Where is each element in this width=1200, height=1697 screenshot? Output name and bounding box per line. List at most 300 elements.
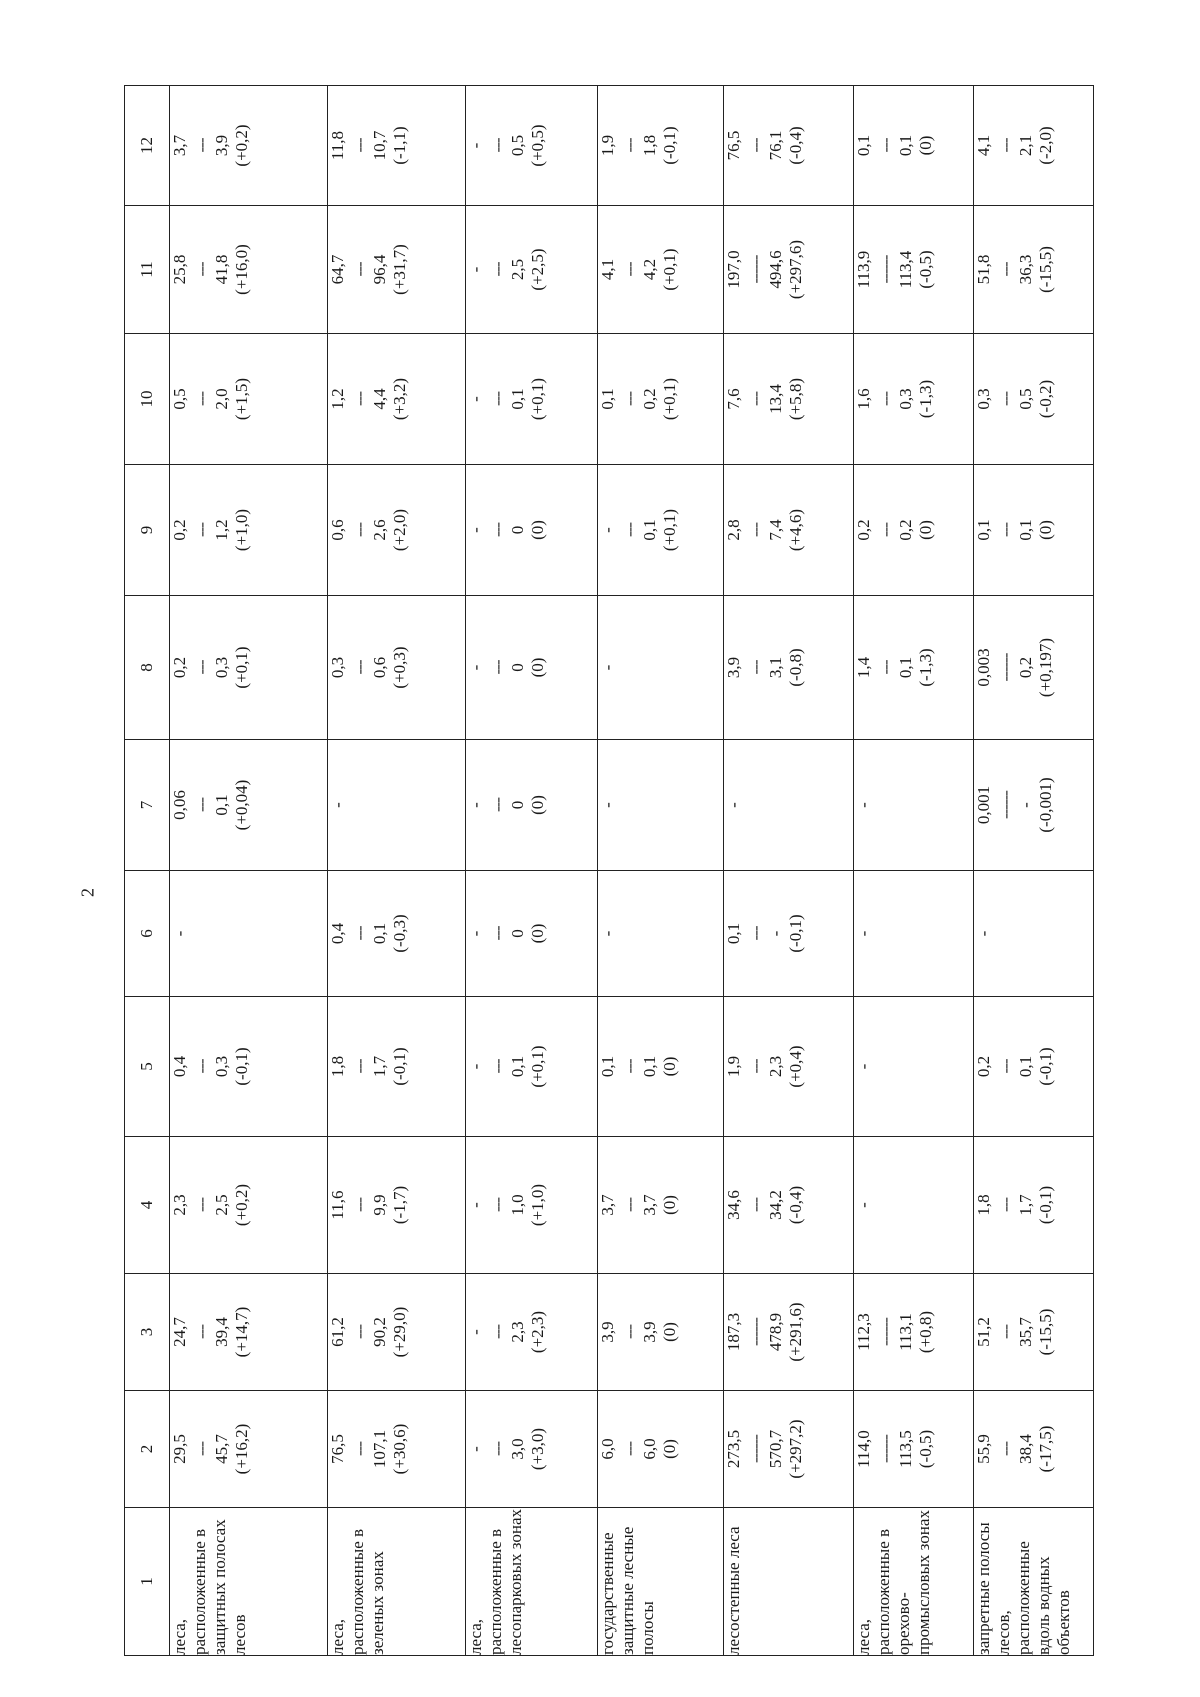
value-after: 0,1 bbox=[896, 134, 916, 157]
value-change: (0) bbox=[528, 923, 548, 944]
row-name: государственные защитные лесные полосы bbox=[598, 1508, 724, 1656]
value-cell bbox=[854, 997, 974, 1137]
value-cell bbox=[170, 334, 328, 465]
value-change: (+0,4) bbox=[786, 1045, 806, 1088]
fraction-line: --- bbox=[876, 660, 896, 675]
value-cell bbox=[328, 596, 466, 740]
table-row bbox=[170, 86, 328, 1656]
value-cell bbox=[328, 740, 466, 871]
value-cell bbox=[466, 334, 598, 465]
value-before: 3,7 bbox=[598, 1194, 617, 1216]
value-before: 61,2 bbox=[328, 1317, 347, 1347]
value-cell bbox=[974, 871, 1094, 997]
fraction-value bbox=[724, 1045, 806, 1087]
fraction-line: --- bbox=[488, 392, 508, 406]
fraction-value bbox=[170, 124, 252, 166]
value-change: (-1,7) bbox=[390, 1185, 410, 1225]
value-cell bbox=[854, 596, 974, 740]
value-cell bbox=[598, 1137, 724, 1274]
value-after: 39,4 bbox=[212, 1317, 232, 1347]
value-change: (+2,5) bbox=[528, 248, 548, 291]
fraction-value bbox=[974, 1186, 1056, 1224]
value-change: (-2,0) bbox=[1036, 126, 1056, 165]
value-change: (-1,3) bbox=[916, 648, 936, 687]
value-after: 35,7 bbox=[1016, 1317, 1036, 1347]
value-cell bbox=[328, 997, 466, 1137]
value-after: 0 bbox=[508, 800, 528, 810]
value-cell bbox=[724, 1274, 854, 1391]
value-after: 0 bbox=[508, 525, 528, 535]
value-cell bbox=[854, 1274, 974, 1391]
value-cell bbox=[974, 334, 1094, 465]
value-change: (+1,0) bbox=[528, 1183, 548, 1227]
no-data-dash: - bbox=[854, 1063, 873, 1070]
fraction-line: --- bbox=[192, 1325, 212, 1339]
value-change: (-0,4) bbox=[786, 1185, 806, 1225]
fraction-value bbox=[170, 1424, 252, 1475]
value-before: 4,1 bbox=[598, 258, 617, 281]
fraction-line: --- bbox=[620, 392, 640, 406]
fraction-value bbox=[598, 509, 680, 551]
value-cell bbox=[598, 334, 724, 465]
value-cell bbox=[724, 997, 854, 1137]
value-before: 0,4 bbox=[328, 922, 347, 945]
value-after: 107,1 bbox=[370, 1429, 390, 1469]
value-change: (+16,0) bbox=[232, 244, 252, 295]
value-cell bbox=[598, 86, 724, 206]
fraction-value bbox=[328, 509, 410, 551]
fraction-line: --- bbox=[192, 1059, 212, 1074]
no-data-dash: - bbox=[598, 664, 617, 671]
value-after: 3,0 bbox=[508, 1438, 528, 1460]
value-before: 1,9 bbox=[598, 134, 617, 157]
fraction-value bbox=[466, 124, 548, 166]
value-change: (-1,3) bbox=[916, 379, 936, 419]
value-cell bbox=[724, 206, 854, 334]
fraction-line: --- bbox=[488, 1198, 508, 1212]
value-after: 2,1 bbox=[1016, 134, 1036, 157]
fraction-value bbox=[724, 378, 806, 420]
value-after: 3,9 bbox=[212, 134, 232, 157]
value-before: 55,9 bbox=[974, 1434, 993, 1464]
value-after: 494,6 bbox=[766, 250, 786, 289]
value-before: - bbox=[466, 1446, 485, 1452]
fraction-line: --- bbox=[746, 523, 766, 537]
row-name: леса, расположенные в зеленых зонах bbox=[328, 1508, 466, 1656]
value-change: (+30,6) bbox=[390, 1423, 410, 1475]
value-after: 113,1 bbox=[896, 1313, 916, 1351]
value-before: 0,2 bbox=[170, 519, 189, 541]
fraction-line: --- bbox=[996, 1325, 1016, 1339]
fraction-line: --- bbox=[350, 1325, 370, 1339]
fraction-line: --- bbox=[350, 660, 370, 675]
value-cell bbox=[170, 1274, 328, 1391]
value-after: 1,8 bbox=[640, 134, 660, 157]
fraction-value bbox=[974, 1309, 1056, 1356]
value-change: (0) bbox=[660, 1439, 680, 1459]
value-cell bbox=[170, 997, 328, 1137]
fraction-line: --- bbox=[192, 660, 212, 675]
fraction-value bbox=[724, 1186, 806, 1224]
value-change: (-0,1) bbox=[390, 1047, 410, 1086]
value-after: 4,2 bbox=[640, 258, 660, 281]
value-after: 2,6 bbox=[370, 519, 390, 541]
value-before: 0,1 bbox=[598, 388, 617, 410]
value-before: 11,8 bbox=[328, 130, 347, 161]
value-before: 25,8 bbox=[170, 254, 189, 285]
fraction-value bbox=[974, 519, 1056, 540]
fraction-value bbox=[854, 519, 936, 540]
fraction-value bbox=[974, 246, 1056, 293]
value-after: 478,9 bbox=[766, 1312, 786, 1352]
value-change: (+14,7) bbox=[232, 1306, 252, 1358]
value-change: (+0,1) bbox=[528, 377, 548, 421]
value-before: 3,9 bbox=[598, 1321, 617, 1343]
value-before: - bbox=[466, 1202, 485, 1208]
value-change: (0) bbox=[528, 657, 548, 678]
value-cell bbox=[598, 1274, 724, 1391]
fraction-line: --- bbox=[350, 926, 370, 941]
fraction-line: ------ bbox=[876, 1318, 896, 1346]
fraction-line: --- bbox=[488, 1325, 508, 1339]
fraction-line: --- bbox=[620, 262, 640, 277]
fraction-value bbox=[328, 126, 410, 164]
value-after: 3,1 bbox=[766, 656, 786, 679]
fraction-value bbox=[724, 1419, 806, 1478]
value-cell bbox=[974, 997, 1094, 1137]
row-name: леса, расположенные в защитных полосах лесов bbox=[170, 1508, 328, 1656]
value-cell bbox=[598, 465, 724, 596]
fraction-line: --- bbox=[876, 523, 896, 537]
fraction-value bbox=[328, 244, 410, 295]
fraction-value bbox=[598, 1438, 680, 1459]
value-change: (-0,5) bbox=[916, 1429, 936, 1469]
fraction-value bbox=[466, 248, 548, 290]
fraction-line: --- bbox=[350, 262, 370, 277]
fraction-line: --- bbox=[996, 262, 1016, 277]
fraction-value bbox=[598, 1321, 680, 1342]
value-after: 1,7 bbox=[1016, 1194, 1036, 1216]
value-before: - bbox=[598, 527, 617, 533]
value-after: 38,4 bbox=[1016, 1434, 1036, 1464]
value-after: 0 bbox=[508, 929, 528, 938]
value-change: (+1,0) bbox=[232, 508, 252, 552]
value-before: 76,5 bbox=[328, 1434, 347, 1464]
value-before: 1,8 bbox=[328, 1055, 347, 1078]
value-cell bbox=[974, 596, 1094, 740]
value-change: (+291,6) bbox=[786, 1302, 806, 1362]
value-change: (+29,0) bbox=[390, 1306, 410, 1358]
fraction-value bbox=[598, 1194, 680, 1215]
fraction-value bbox=[466, 1184, 548, 1226]
value-after: 7,4 bbox=[766, 519, 786, 541]
fraction-value bbox=[170, 646, 252, 688]
value-after: 0,5 bbox=[1016, 388, 1036, 410]
value-cell bbox=[598, 1391, 724, 1508]
fraction-line: --- bbox=[350, 1442, 370, 1456]
value-before: 3,9 bbox=[724, 656, 743, 679]
forest-table bbox=[124, 86, 1092, 1656]
value-cell bbox=[466, 596, 598, 740]
value-before: 273,5 bbox=[724, 1429, 743, 1469]
value-cell bbox=[974, 465, 1094, 596]
value-after: 2,5 bbox=[508, 258, 528, 281]
value-before: 0,2 bbox=[974, 1055, 993, 1078]
value-cell bbox=[854, 1391, 974, 1508]
value-cell bbox=[974, 206, 1094, 334]
row-name: леса, расположенные в лесопарковых зонах bbox=[466, 1508, 598, 1656]
fraction-value bbox=[466, 520, 548, 540]
no-data-dash: - bbox=[598, 930, 617, 937]
fraction-line: ------ bbox=[996, 791, 1016, 819]
value-cell bbox=[854, 871, 974, 997]
value-after: 2,5 bbox=[212, 1194, 232, 1216]
value-change: (-0,5) bbox=[916, 250, 936, 289]
value-before: 51,2 bbox=[974, 1317, 993, 1347]
fraction-value bbox=[170, 244, 252, 295]
fraction-value bbox=[466, 924, 548, 944]
value-change: (+0,197) bbox=[1036, 637, 1056, 698]
value-change: (-15,5) bbox=[1036, 1308, 1056, 1356]
fraction-value bbox=[724, 1302, 806, 1361]
value-after: 3,9 bbox=[640, 1321, 660, 1343]
value-after: 0,1 bbox=[508, 388, 528, 410]
no-data-dash: - bbox=[724, 802, 743, 808]
value-before: 51,8 bbox=[974, 254, 993, 285]
value-before: 112,3 bbox=[854, 1313, 873, 1351]
fraction-line: --- bbox=[620, 1059, 640, 1074]
value-after: 0,1 bbox=[370, 922, 390, 945]
value-before: - bbox=[466, 664, 485, 671]
value-after: 13,4 bbox=[766, 384, 786, 414]
fraction-line: ------ bbox=[876, 255, 896, 284]
value-before: 0,003 bbox=[974, 648, 993, 687]
fraction-value bbox=[974, 777, 1056, 832]
fraction-value bbox=[170, 1047, 252, 1085]
value-change: (-1,1) bbox=[390, 126, 410, 165]
value-before: 34,6 bbox=[724, 1190, 743, 1220]
value-cell bbox=[598, 740, 724, 871]
value-cell bbox=[328, 86, 466, 206]
value-before: - bbox=[466, 1329, 485, 1335]
value-after: 0,1 bbox=[508, 1055, 528, 1078]
value-after: 10,7 bbox=[370, 130, 390, 161]
fraction-value bbox=[466, 1045, 548, 1087]
value-after: 0,1 bbox=[212, 794, 232, 816]
value-change: (0) bbox=[916, 520, 936, 540]
value-after: 4,4 bbox=[370, 388, 390, 410]
fraction-line: --- bbox=[488, 926, 508, 941]
value-after: 113,5 bbox=[896, 1430, 916, 1468]
value-after: 41,8 bbox=[212, 254, 232, 285]
fraction-value bbox=[328, 914, 410, 952]
value-change: (-0,1) bbox=[1036, 1047, 1056, 1086]
value-before: 0,2 bbox=[170, 656, 189, 679]
fraction-value bbox=[974, 638, 1056, 697]
value-after: 3,7 bbox=[640, 1194, 660, 1216]
value-change: (+0,2) bbox=[232, 124, 252, 167]
value-change: (-0,1) bbox=[786, 914, 806, 953]
fraction-value bbox=[466, 1428, 548, 1470]
value-change: (+0,1) bbox=[232, 646, 252, 689]
value-change: (0) bbox=[1036, 520, 1056, 540]
value-after: 9,9 bbox=[370, 1194, 390, 1216]
fraction-line: --- bbox=[192, 138, 212, 153]
fraction-line: --- bbox=[488, 798, 508, 812]
value-cell bbox=[170, 206, 328, 334]
value-before: 0,5 bbox=[170, 388, 189, 410]
fraction-line: ------ bbox=[746, 255, 766, 284]
value-after: 2,3 bbox=[766, 1055, 786, 1078]
fraction-value bbox=[328, 1424, 410, 1475]
fraction-line: --- bbox=[996, 1442, 1016, 1456]
value-after: 0 bbox=[508, 663, 528, 672]
value-change: (+1,5) bbox=[232, 377, 252, 421]
value-cell bbox=[974, 86, 1094, 206]
value-before: 2,8 bbox=[724, 519, 743, 541]
value-before: 0,001 bbox=[974, 785, 993, 825]
row-name: запретные полосы лесов, расположенные вдоль водных объектов bbox=[974, 1508, 1094, 1656]
value-before: 76,5 bbox=[724, 130, 743, 161]
value-before: 0,4 bbox=[170, 1055, 189, 1078]
value-after: 1,7 bbox=[370, 1055, 390, 1078]
value-before: 29,5 bbox=[170, 1434, 189, 1464]
value-after: 34,2 bbox=[766, 1190, 786, 1220]
fraction-value bbox=[854, 648, 936, 686]
fraction-value bbox=[598, 126, 680, 164]
fraction-value bbox=[854, 1311, 936, 1353]
value-after: 0,2 bbox=[640, 388, 660, 410]
value-after: 96,4 bbox=[370, 254, 390, 285]
value-before: 0,2 bbox=[854, 519, 873, 541]
value-change: (+2,3) bbox=[528, 1310, 548, 1354]
table-row bbox=[466, 86, 598, 1656]
value-before: 6,0 bbox=[598, 1438, 617, 1460]
fraction-value bbox=[724, 509, 806, 551]
value-change: (+0,1) bbox=[660, 508, 680, 552]
value-cell bbox=[724, 465, 854, 596]
fraction-line: --- bbox=[350, 138, 370, 153]
fraction-line: --- bbox=[620, 523, 640, 537]
fraction-line: --- bbox=[996, 1059, 1016, 1074]
column-header-11: 11 bbox=[125, 206, 170, 334]
value-cell bbox=[466, 871, 598, 997]
value-change: (+0,2) bbox=[232, 1183, 252, 1227]
fraction-line: --- bbox=[996, 1198, 1016, 1212]
value-cell bbox=[724, 1137, 854, 1274]
column-header-5: 5 bbox=[125, 997, 170, 1137]
value-cell bbox=[598, 596, 724, 740]
fraction-value bbox=[170, 780, 252, 831]
value-cell bbox=[466, 740, 598, 871]
value-after: - bbox=[1016, 802, 1036, 808]
value-change: (-0,1) bbox=[232, 1047, 252, 1086]
value-before: 3,7 bbox=[170, 134, 189, 157]
value-change: (+0,1) bbox=[528, 1045, 548, 1088]
value-before: - bbox=[466, 527, 485, 533]
value-change: (+2,0) bbox=[390, 508, 410, 552]
fraction-value bbox=[854, 250, 936, 288]
fraction-line: --- bbox=[488, 1059, 508, 1074]
value-cell bbox=[854, 334, 974, 465]
fraction-value bbox=[170, 1184, 252, 1226]
value-cell bbox=[466, 86, 598, 206]
fraction-line: --- bbox=[746, 1059, 766, 1074]
column-header-6: 6 bbox=[125, 871, 170, 997]
fraction-value bbox=[974, 1047, 1056, 1085]
value-before: 187,3 bbox=[724, 1312, 743, 1352]
value-change: (-0,2) bbox=[1036, 379, 1056, 419]
fraction-line: --- bbox=[488, 1442, 508, 1456]
fraction-value bbox=[724, 240, 806, 299]
value-before: 0,1 bbox=[598, 1055, 617, 1078]
fraction-line: ------ bbox=[746, 1435, 766, 1463]
value-before: - bbox=[466, 266, 485, 273]
value-cell bbox=[170, 465, 328, 596]
fraction-value bbox=[328, 1047, 410, 1085]
value-cell bbox=[974, 1137, 1094, 1274]
value-after: 0,1 bbox=[640, 519, 660, 541]
fraction-line: --- bbox=[620, 1442, 640, 1456]
value-after: 0,1 bbox=[640, 1055, 660, 1078]
no-data-dash: - bbox=[328, 802, 347, 808]
fraction-line: --- bbox=[996, 138, 1016, 153]
value-after: 45,7 bbox=[212, 1434, 232, 1464]
value-after: 0,1 bbox=[1016, 1055, 1036, 1078]
value-before: 0,3 bbox=[974, 388, 993, 410]
column-header-9: 9 bbox=[125, 465, 170, 596]
value-after: 2,0 bbox=[212, 388, 232, 410]
value-cell bbox=[170, 740, 328, 871]
value-change: (+0,1) bbox=[660, 377, 680, 421]
value-cell bbox=[328, 465, 466, 596]
value-after: 2,3 bbox=[508, 1321, 528, 1343]
value-change: (+5,8) bbox=[786, 377, 806, 421]
no-data-dash: - bbox=[854, 930, 873, 937]
value-cell bbox=[466, 1137, 598, 1274]
fraction-line: --- bbox=[746, 392, 766, 406]
fraction-line: --- bbox=[620, 138, 640, 153]
value-cell bbox=[466, 997, 598, 1137]
table-row bbox=[724, 86, 854, 1656]
value-before: - bbox=[466, 802, 485, 808]
fraction-value bbox=[598, 248, 680, 290]
value-after: 0,2 bbox=[1016, 656, 1036, 679]
value-change: (-0,4) bbox=[786, 126, 806, 165]
value-change: (0) bbox=[660, 1322, 680, 1342]
fraction-line: --- bbox=[192, 523, 212, 537]
value-before: - bbox=[466, 1063, 485, 1070]
fraction-line: --- bbox=[746, 1198, 766, 1212]
value-before: 11,6 bbox=[328, 1190, 347, 1220]
value-before: 1,9 bbox=[724, 1055, 743, 1078]
fraction-value bbox=[854, 135, 936, 156]
fraction-value bbox=[328, 1307, 410, 1358]
fraction-line: --- bbox=[996, 523, 1016, 537]
value-before: 0,1 bbox=[854, 134, 873, 157]
value-before: - bbox=[466, 396, 485, 402]
fraction-value bbox=[466, 378, 548, 420]
fraction-value bbox=[328, 378, 410, 420]
fraction-line: --- bbox=[192, 262, 212, 277]
fraction-line: --- bbox=[876, 392, 896, 406]
value-cell bbox=[328, 1274, 466, 1391]
value-after: 1,0 bbox=[508, 1194, 528, 1216]
value-change: (-0,1) bbox=[1036, 1185, 1056, 1225]
page-number: 2 bbox=[77, 888, 98, 897]
fraction-line: --- bbox=[350, 523, 370, 537]
fraction-value bbox=[466, 658, 548, 678]
